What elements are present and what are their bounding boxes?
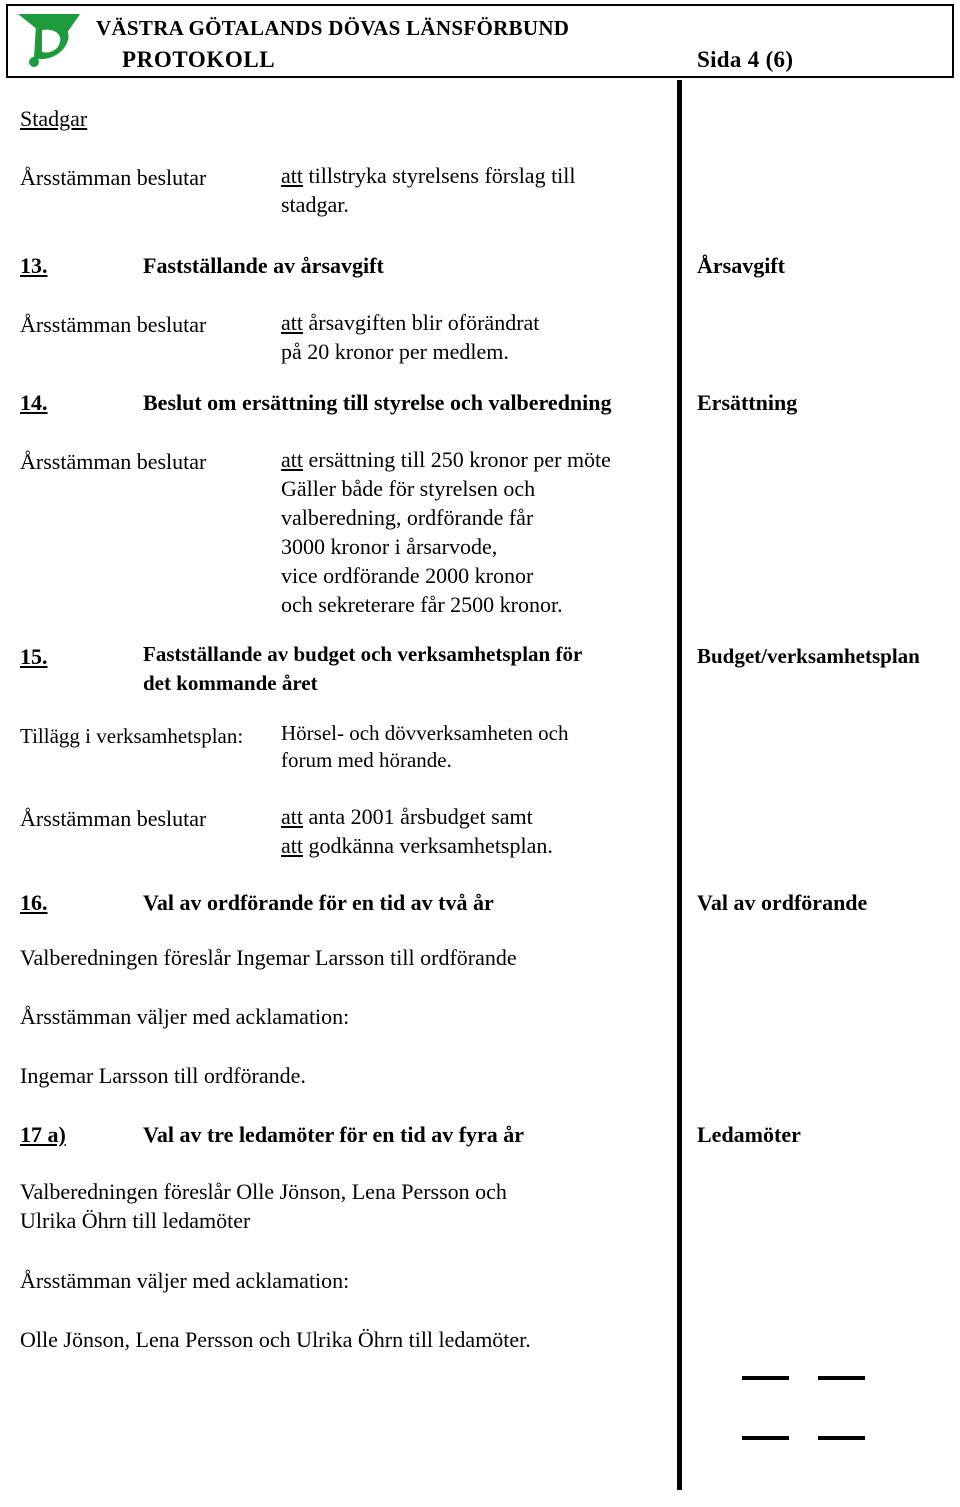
margin-divider — [677, 80, 682, 1490]
section-number-13: 13. — [20, 253, 48, 278]
decision-label: Årsstämman beslutar — [20, 312, 207, 337]
margin-note-14: Ersättning — [697, 390, 798, 415]
margin-note-15: Budget/verksamhetsplan — [697, 644, 920, 668]
margin-note-13: Årsavgift — [697, 253, 785, 278]
section-number-15: 15. — [20, 644, 48, 669]
paragraph: Valberedningen föreslår Ingemar Larsson till ordförande — [20, 945, 517, 970]
organization-logo-icon — [14, 10, 84, 70]
section-number-16: 16. — [20, 890, 48, 915]
signature-line — [818, 1436, 865, 1440]
section-number-17a: 17 a) — [20, 1122, 66, 1147]
paragraph: Olle Jönson, Lena Persson och Ulrika Öhrn till ledamöter. — [20, 1327, 531, 1352]
organization-name: VÄSTRA GÖTALANDS DÖVAS LÄNSFÖRBUND — [96, 16, 570, 40]
paragraph: Valberedningen föreslår Olle Jönson, Lena Persson och Ulrika Öhrn till ledamöter — [20, 1179, 507, 1233]
section-title-17a: Val av tre ledamöter för en tid av fyra år — [143, 1122, 525, 1147]
paragraph: Ingemar Larsson till ordförande. — [20, 1063, 306, 1088]
decision-label: Årsstämman beslutar — [20, 449, 207, 474]
addition-label: Tillägg i verksamhetsplan: — [20, 724, 244, 748]
paragraph: Årsstämman väljer med acklamation: — [20, 1268, 350, 1293]
addition-text: Hörsel- och dövverksamheten och forum med hörande. — [281, 721, 569, 772]
decision-text: att anta 2001 årsbudget samt att godkänna verksamhetsplan. — [281, 804, 553, 858]
decision-text: att ersättning till 250 kronor per möte Gäller både för styrelsen och valberedning, ordförande får 3000 kronor i årsarvode, vice ordförande 2000 kronor och sekreterare får 2500 kronor. — [281, 447, 611, 617]
margin-note-17a: Ledamöter — [697, 1122, 801, 1147]
decision-text: att årsavgiften blir oförändrat på 20 kronor per medlem. — [281, 310, 540, 364]
section-title-14: Beslut om ersättning till styrelse och valberedning — [143, 390, 612, 415]
section-heading-stadgar: Stadgar — [20, 106, 88, 131]
page-number: Sida 4 (6) — [697, 47, 794, 72]
section-title-13: Fastställande av årsavgift — [143, 253, 384, 278]
decision-text: att tillstryka styrelsens förslag till stadgar. — [281, 163, 576, 217]
signature-line — [742, 1376, 789, 1380]
section-number-14: 14. — [20, 390, 48, 415]
decision-label: Årsstämman beslutar — [20, 165, 207, 190]
document-title: PROTOKOLL — [122, 47, 276, 72]
decision-label: Årsstämman beslutar — [20, 806, 207, 831]
signature-line — [742, 1436, 789, 1440]
margin-note-16: Val av ordförande — [697, 890, 868, 915]
section-title-15: Fastställande av budget och verksamhetsplan för det kommande året — [143, 642, 583, 695]
paragraph: Årsstämman väljer med acklamation: — [20, 1004, 350, 1029]
section-title-16: Val av ordförande för en tid av två år — [143, 890, 494, 915]
signature-line — [818, 1376, 865, 1380]
